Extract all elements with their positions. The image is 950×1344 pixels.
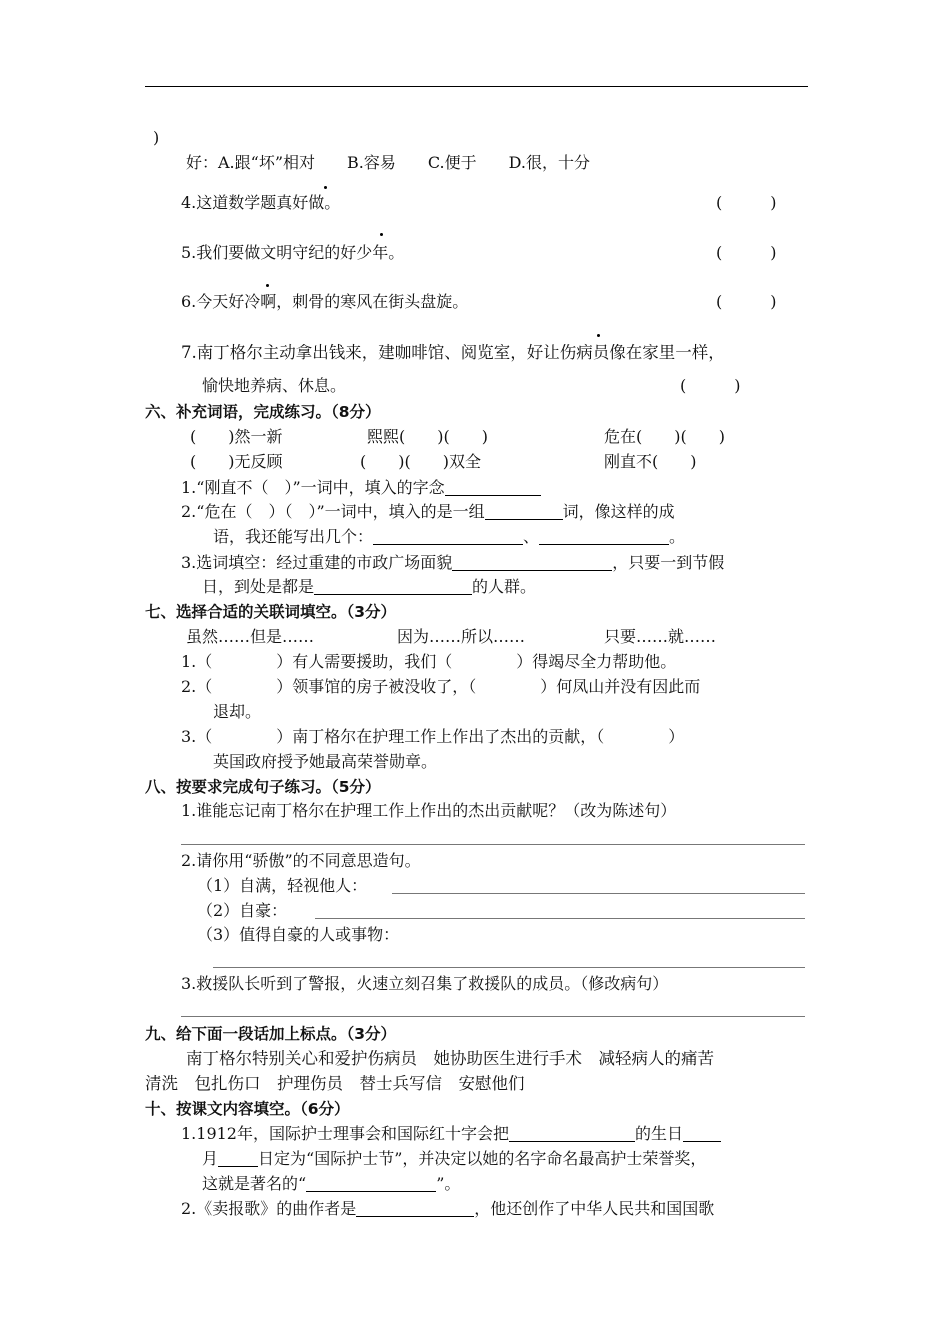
fill-blank[interactable] (218, 1150, 258, 1167)
answer-blank-6[interactable]: ( ) (716, 292, 777, 311)
idiom-3[interactable]: 危在( )( ) (604, 427, 725, 446)
s7-q3[interactable]: 3.（ ）南丁格尔在护理工作上作出了杰出的贡献，（ ） (181, 727, 685, 746)
idiom-2[interactable]: 熙熙( )( ) (367, 427, 488, 446)
close-paren: ) (153, 128, 160, 147)
s7-q1[interactable]: 1.（ ）有人需要援助，我们（ ）得竭尽全力帮助他。 (181, 652, 677, 671)
fill-blank[interactable] (373, 528, 523, 545)
s6-q2: 2.“危在（ ）（ ）”一词中，填入的是一组 词，像这样的成 (181, 502, 675, 521)
idiom-5[interactable]: ( )( )双全 (360, 452, 481, 471)
answer-blank-7[interactable]: ( ) (680, 376, 741, 395)
question-7-cont: 愉快地养病、休息。 (202, 376, 347, 395)
section-9-title: 九、给下面一段话加上标点。（3分） (145, 1025, 397, 1043)
section-8-title: 八、按要求完成句子练习。（5分） (145, 778, 381, 796)
idiom-4[interactable]: ( )无反顾 (190, 452, 283, 471)
s10-q1: 1.1912年，国际护士理事会和国际红十字会把 的生日 (181, 1124, 721, 1144)
question-5: 5.我们要做文明守纪的好少年。 (181, 243, 405, 262)
emphasis-dot (324, 186, 327, 189)
s8-q2-1: （1）自满，轻视他人： (197, 876, 368, 895)
s8-q1: 1.谁能忘记南丁格尔在护理工作上作出的杰出贡献呢？（改为陈述句） (181, 801, 677, 820)
fill-blank[interactable] (356, 1200, 474, 1217)
punctuation-passage-line-2: 清洗 包扎伤口 护理伤员 替士兵写信 安慰他们 (145, 1074, 525, 1093)
s8-q2-2: （2）自豪： (197, 901, 288, 920)
answer-line[interactable] (181, 844, 805, 845)
s6-q2-cont: 语，我还能写出几个： 、 。 (213, 527, 686, 546)
fill-blank[interactable] (539, 528, 669, 545)
fill-blank[interactable] (485, 503, 563, 520)
s6-q1: 1.“刚直不（ ）”一词中，填入的字念 (181, 478, 541, 498)
fill-blank[interactable] (445, 479, 541, 496)
emphasis-dot (266, 284, 269, 287)
answer-line[interactable] (181, 1016, 805, 1017)
s7-q2-cont: 退却。 (213, 702, 262, 721)
emphasis-dot (380, 233, 383, 236)
conjunction-option-2: 因为……所以…… (397, 627, 526, 646)
answer-blank-4[interactable]: ( ) (716, 193, 777, 212)
question-4: 4.这道数学题真好做。 (181, 193, 341, 212)
fill-blank[interactable] (452, 554, 612, 571)
emphasis-dot (597, 334, 600, 337)
s8-q2: 2.请你用“骄傲”的不同意思造句。 (181, 851, 421, 870)
s8-q2-3: （3）值得自豪的人或事物： (197, 925, 400, 944)
fill-blank[interactable] (306, 1175, 436, 1192)
s10-q1-cont: 月 日定为“国际护士节”，并决定以她的名字命名最高护士荣誉奖， (202, 1149, 707, 1168)
answer-line[interactable] (315, 918, 805, 919)
s7-q2[interactable]: 2.（ ）领事馆的房子被没收了，（ ）何凤山并没有因此而 (181, 677, 701, 696)
s10-q2: 2.《卖报歌》的曲作者是 ，他还创作了中华人民共和国国歌 (181, 1199, 715, 1218)
fill-blank[interactable] (509, 1125, 635, 1142)
section-7-title: 七、选择合适的关联词填空。（3分） (145, 603, 397, 621)
conjunction-option-3: 只要……就…… (604, 627, 717, 646)
idiom-6[interactable]: 刚直不( ) (604, 452, 697, 471)
section-6-title: 六、补充词语，完成练习。（8分） (145, 403, 381, 421)
conjunction-option-1: 虽然……但是…… (186, 627, 315, 646)
meaning-options: 好：A.跟“坏”相对 B.容易 C.便于 D.很，十分 (186, 153, 590, 172)
s7-q3-cont: 英国政府授予她最高荣誉勋章。 (213, 752, 438, 771)
question-7: 7.南丁格尔主动拿出钱来，建咖啡馆、阅览室，好让伤病员像在家里一样， (181, 343, 725, 362)
s8-q3: 3.救援队长听到了警报，火速立刻召集了救援队的成员。（修改病句） (181, 974, 669, 993)
fill-blank[interactable] (683, 1125, 721, 1142)
answer-blank-5[interactable]: ( ) (716, 243, 777, 262)
answer-line[interactable] (213, 967, 805, 968)
punctuation-passage-line-1: 南丁格尔特别关心和爱护伤病员 她协助医生进行手术 减轻病人的痛苦 (186, 1049, 714, 1068)
header-rule (145, 86, 808, 87)
section-10-title: 十、按课文内容填空。（6分） (145, 1100, 350, 1118)
s6-q3: 3.选词填空：经过重建的市政广场面貌 ，只要一到节假 (181, 553, 725, 572)
answer-line[interactable] (392, 893, 805, 894)
question-6: 6.今天好冷啊，刺骨的寒风在街头盘旋。 (181, 292, 469, 311)
fill-blank[interactable] (314, 578, 472, 595)
s10-q1-cont2: 这就是著名的“ ”。 (202, 1174, 461, 1193)
idiom-1[interactable]: ( )然一新 (190, 427, 283, 446)
s6-q3-cont: 日，到处是都是 的人群。 (202, 577, 537, 596)
